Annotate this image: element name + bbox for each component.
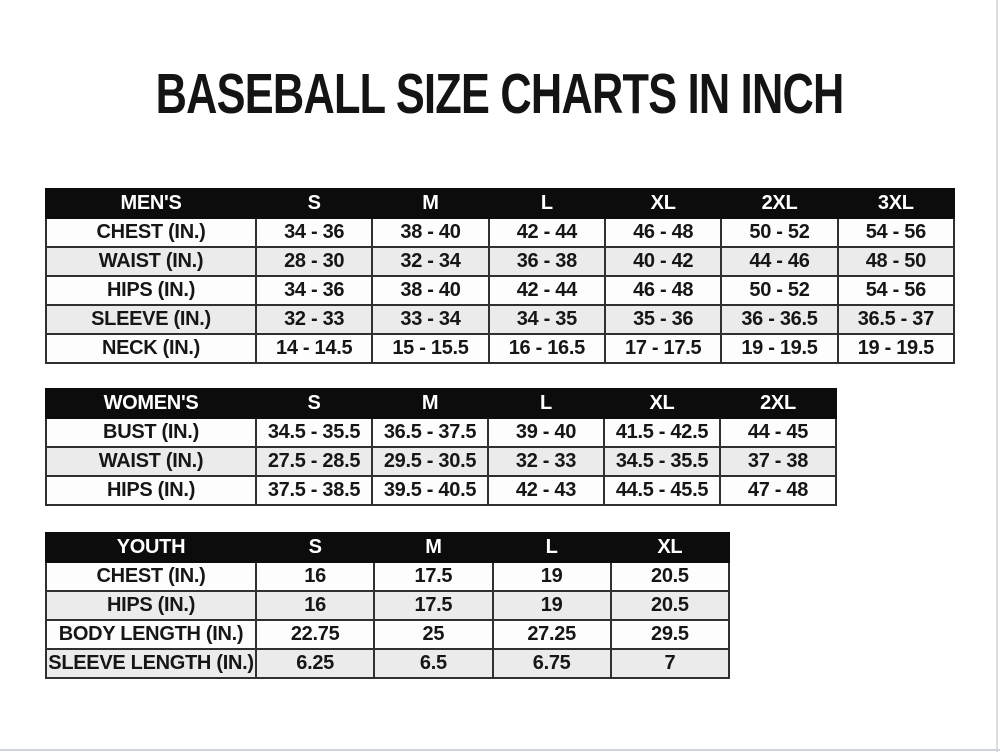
- size-value-cell: 50 - 52: [721, 218, 837, 247]
- size-value-cell: 19 - 19.5: [721, 334, 837, 363]
- size-value-cell: 6.25: [256, 649, 374, 678]
- size-value-cell: 32 - 33: [256, 305, 372, 334]
- table-row: [46, 591, 729, 620]
- size-value-cell: 6.75: [493, 649, 611, 678]
- table-row: [46, 418, 836, 447]
- size-value-cell: 17 - 17.5: [605, 334, 721, 363]
- size-value-cell: 20.5: [611, 562, 729, 591]
- size-value-cell: 35 - 36: [605, 305, 721, 334]
- size-value-cell: 36 - 36.5: [721, 305, 837, 334]
- size-value-cell: 46 - 48: [605, 276, 721, 305]
- size-value-cell: 40 - 42: [605, 247, 721, 276]
- size-value-cell: 27.5 - 28.5: [256, 447, 372, 476]
- size-column-header: S: [256, 389, 372, 418]
- size-value-cell: 19: [493, 591, 611, 620]
- size-value-cell: 32 - 34: [372, 247, 488, 276]
- measurement-label: SLEEVE (IN.): [46, 305, 256, 334]
- table-row: [46, 218, 954, 247]
- size-value-cell: 16: [256, 591, 374, 620]
- size-value-cell: 6.5: [374, 649, 492, 678]
- size-column-header: XL: [604, 389, 720, 418]
- table-group-title: MEN'S: [46, 189, 256, 218]
- size-value-cell: 25: [374, 620, 492, 649]
- size-value-cell: 42 - 43: [488, 476, 604, 505]
- photo-edge-bottom: [0, 749, 1000, 751]
- measurement-label: CHEST (IN.): [46, 562, 256, 591]
- size-column-header: 3XL: [838, 189, 954, 218]
- tables-container: [45, 188, 955, 679]
- size-value-cell: 19: [493, 562, 611, 591]
- size-value-cell: 28 - 30: [256, 247, 372, 276]
- size-value-cell: 36.5 - 37: [838, 305, 954, 334]
- size-column-header: XL: [611, 533, 729, 562]
- measurement-label: WAIST (IN.): [46, 247, 256, 276]
- table-group-title: YOUTH: [46, 533, 256, 562]
- size-column-header: L: [488, 389, 604, 418]
- size-column-header: M: [374, 533, 492, 562]
- size-column-header: L: [489, 189, 605, 218]
- table-row: [46, 305, 954, 334]
- size-value-cell: 34 - 36: [256, 276, 372, 305]
- size-table-section-2: [45, 532, 955, 679]
- size-value-cell: 48 - 50: [838, 247, 954, 276]
- size-table: [45, 532, 730, 679]
- measurement-label: BUST (IN.): [46, 418, 256, 447]
- size-value-cell: 32 - 33: [488, 447, 604, 476]
- table-group-title: WOMEN'S: [46, 389, 256, 418]
- size-value-cell: 42 - 44: [489, 218, 605, 247]
- size-table-section-0: [45, 188, 955, 364]
- size-column-header: 2XL: [720, 389, 836, 418]
- size-value-cell: 29.5: [611, 620, 729, 649]
- size-value-cell: 47 - 48: [720, 476, 836, 505]
- photo-edge-right: [996, 0, 998, 752]
- size-value-cell: 27.25: [493, 620, 611, 649]
- size-column-header: M: [372, 189, 488, 218]
- measurement-label: BODY LENGTH (IN.): [46, 620, 256, 649]
- size-value-cell: 37 - 38: [720, 447, 836, 476]
- size-value-cell: 39 - 40: [488, 418, 604, 447]
- size-value-cell: 17.5: [374, 562, 492, 591]
- size-value-cell: 46 - 48: [605, 218, 721, 247]
- size-value-cell: 44 - 46: [721, 247, 837, 276]
- size-value-cell: 54 - 56: [838, 218, 954, 247]
- measurement-label: HIPS (IN.): [46, 476, 256, 505]
- measurement-label: WAIST (IN.): [46, 447, 256, 476]
- size-value-cell: 34.5 - 35.5: [256, 418, 372, 447]
- measurement-label: NECK (IN.): [46, 334, 256, 363]
- measurement-label: SLEEVE LENGTH (IN.): [46, 649, 256, 678]
- size-value-cell: 41.5 - 42.5: [604, 418, 720, 447]
- size-value-cell: 44 - 45: [720, 418, 836, 447]
- size-value-cell: 50 - 52: [721, 276, 837, 305]
- measurement-label: HIPS (IN.): [46, 276, 256, 305]
- size-value-cell: 36.5 - 37.5: [372, 418, 488, 447]
- size-value-cell: 44.5 - 45.5: [604, 476, 720, 505]
- size-value-cell: 36 - 38: [489, 247, 605, 276]
- size-value-cell: 37.5 - 38.5: [256, 476, 372, 505]
- size-column-header: 2XL: [721, 189, 837, 218]
- size-column-header: XL: [605, 189, 721, 218]
- table-row: [46, 447, 836, 476]
- table-row: [46, 476, 836, 505]
- measurement-label: CHEST (IN.): [46, 218, 256, 247]
- size-value-cell: 15 - 15.5: [372, 334, 488, 363]
- size-table-section-1: [45, 388, 955, 506]
- size-value-cell: 16 - 16.5: [489, 334, 605, 363]
- table-row: [46, 276, 954, 305]
- size-value-cell: 42 - 44: [489, 276, 605, 305]
- header-row: [46, 533, 729, 562]
- size-value-cell: 34 - 36: [256, 218, 372, 247]
- size-table: [45, 388, 837, 506]
- table-row: [46, 562, 729, 591]
- size-value-cell: 33 - 34: [372, 305, 488, 334]
- size-value-cell: 29.5 - 30.5: [372, 447, 488, 476]
- size-column-header: S: [256, 189, 372, 218]
- size-value-cell: 7: [611, 649, 729, 678]
- size-value-cell: 14 - 14.5: [256, 334, 372, 363]
- size-value-cell: 38 - 40: [372, 276, 488, 305]
- size-value-cell: 17.5: [374, 591, 492, 620]
- size-column-header: L: [493, 533, 611, 562]
- title-bar: [0, 62, 1000, 126]
- size-value-cell: 20.5: [611, 591, 729, 620]
- header-row: [46, 189, 954, 218]
- size-value-cell: 19 - 19.5: [838, 334, 954, 363]
- size-column-header: M: [372, 389, 488, 418]
- size-value-cell: 38 - 40: [372, 218, 488, 247]
- size-value-cell: 34 - 35: [489, 305, 605, 334]
- size-value-cell: 22.75: [256, 620, 374, 649]
- table-row: [46, 247, 954, 276]
- size-value-cell: 54 - 56: [838, 276, 954, 305]
- measurement-label: HIPS (IN.): [46, 591, 256, 620]
- size-value-cell: 39.5 - 40.5: [372, 476, 488, 505]
- table-row: [46, 649, 729, 678]
- header-row: [46, 389, 836, 418]
- size-value-cell: 16: [256, 562, 374, 591]
- table-row: [46, 620, 729, 649]
- size-value-cell: 34.5 - 35.5: [604, 447, 720, 476]
- page-title: BASEBALL SIZE CHARTS IN INCH: [156, 62, 844, 126]
- size-column-header: S: [256, 533, 374, 562]
- size-table: [45, 188, 955, 364]
- table-row: [46, 334, 954, 363]
